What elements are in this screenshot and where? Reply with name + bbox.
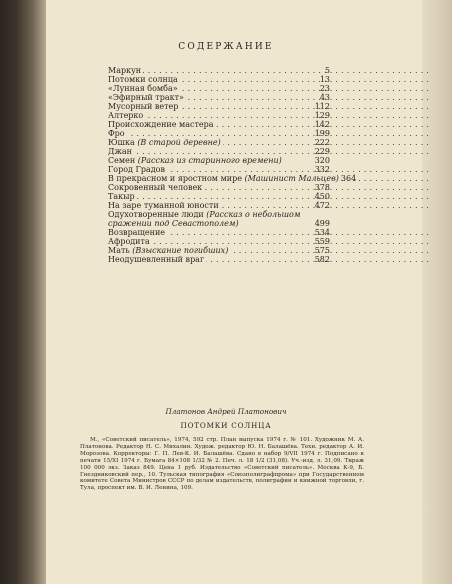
toc-entry-page: 472 — [314, 201, 330, 210]
toc-entry-title — [108, 228, 306, 237]
toc-entry-title — [108, 237, 306, 246]
toc-entry-title — [108, 75, 306, 84]
toc-entry-title — [108, 192, 306, 201]
toc-entry-title — [108, 120, 306, 129]
toc-entry-name: Маркун — [108, 66, 142, 75]
toc-entry-name: Происхождение мастера — [108, 120, 214, 129]
toc-entry-page: 364 — [340, 174, 357, 183]
toc-entry-title — [108, 156, 306, 165]
toc-entry-page: 582 — [314, 255, 330, 264]
toc-entry-title — [108, 174, 341, 183]
toc-entry-page: 222 — [314, 138, 330, 147]
toc-entry-name: В прекрасном и яростном мире — [108, 174, 242, 183]
toc-entry-page: 13 — [319, 75, 330, 84]
toc-entry-name: Джан — [108, 147, 132, 156]
toc-entry-name: «Эфирный тракт» — [108, 93, 184, 102]
toc-entry-name: Юшка — [108, 138, 135, 147]
toc-entry-name: Мусорный ветер — [108, 102, 179, 111]
book-gutter-shadow — [0, 0, 46, 584]
toc-entry — [108, 84, 330, 93]
toc-entry — [108, 102, 330, 111]
toc-entry — [108, 66, 330, 75]
toc-entry-page: 43 — [319, 93, 330, 102]
toc-entry-subtitle: (Взыскание погибших) — [132, 246, 229, 255]
toc-entry-name: Афродита — [108, 237, 150, 246]
toc-entry-page: 332 — [314, 165, 330, 174]
toc-entry-page: 378 — [314, 183, 330, 192]
toc-entry-name: На заре туманной юности — [108, 201, 219, 210]
toc-entry-title — [108, 138, 306, 147]
toc-entry-page: 575 — [314, 246, 330, 255]
toc-entry-title — [108, 246, 306, 255]
toc-entry-page: 229 — [314, 147, 330, 156]
toc-entry-page: 199 — [314, 129, 330, 138]
toc-entry — [108, 237, 330, 246]
toc-entry-name: Семен — [108, 156, 136, 165]
toc-entry-page: 5 — [324, 66, 330, 75]
toc-entry-title — [108, 165, 306, 174]
toc-entry-name: Алтерко — [108, 111, 144, 120]
toc-entry-title — [108, 129, 306, 138]
toc-entry-title — [108, 111, 306, 120]
toc-entry-name: Такыр — [108, 192, 135, 201]
toc-entry — [108, 75, 330, 84]
toc-list — [108, 66, 357, 264]
toc-entry — [108, 201, 330, 210]
toc-entry — [108, 255, 330, 264]
toc-entry-page: 320 — [314, 156, 330, 165]
toc-entry-name: Мать — [108, 246, 130, 255]
toc-entry — [108, 156, 330, 165]
toc-entry — [108, 246, 330, 255]
toc-entry — [108, 228, 330, 237]
toc-entry-title — [108, 66, 306, 75]
toc-entry — [108, 165, 330, 174]
toc-entry-title — [108, 255, 306, 264]
toc-entry-page: 23 — [319, 84, 330, 93]
toc-entry-title — [108, 102, 306, 111]
toc-entry-page: 450 — [314, 192, 330, 201]
toc-entry-page: 129 — [314, 111, 330, 120]
toc-entry-title — [108, 183, 306, 192]
toc-entry-name: Возвращение — [108, 228, 166, 237]
toc-entry-name: Сокровенный человек — [108, 183, 203, 192]
toc-entry-title — [108, 93, 306, 102]
toc-entry — [108, 111, 330, 120]
imprint-details: М., «Советский писатель», 1974, 592 стр. План выпуска 1974 г. № 101. Художник М. А. Платонова. Редактор Н. С. Михалин. Худож. редактор Ю. Н. Балашёва. Техн. редактор А. И. Морозова. Корректоры: Г. П. Лев-К. И. Балашёва. Сдано в набор 9/VII 1974 г. Подписано к печати 15/XI 1974 г. Бумага 84×108 1/32 № 2. Печ. л. 18 1/2 (31,08). Уч.-изд. л. 31,09. Тираж 100 000 экз. Заказ 849. Цена 1 руб. Издательство «Советский писатель». Москва К-9, Б. Гнездниковский пер., 10. Тульская типография «Союзполиграфпрома» при Государственном комитете Совета Министров СССР по делам издательств, полиграфии и книжной торговли, г. Тула, проспект им. В. И. Ленина, 109. — [80, 437, 364, 492]
toc-entry-page: 559 — [314, 237, 330, 246]
toc-entry — [108, 174, 357, 183]
toc-entry-name: Неодушевленный враг — [108, 255, 205, 264]
toc-entry-page: 499 — [314, 219, 330, 228]
toc-entry — [108, 210, 330, 228]
toc-entry-subtitle: (Рассказ о небольшом сражении под Севастополем) — [108, 210, 301, 228]
imprint-author: Платонов Андрей Платонович — [165, 407, 287, 416]
toc-entry-subtitle: (Рассказ из старинного времени) — [137, 156, 282, 165]
toc-entry-page: 142 — [314, 120, 330, 129]
toc-entry — [108, 138, 330, 147]
toc-entry — [108, 93, 330, 102]
toc-entry-title — [108, 210, 306, 228]
toc-entry-name: Потомки солнца — [108, 75, 178, 84]
toc-entry-name: Одухотворенные люди — [108, 210, 204, 219]
toc-entry — [108, 147, 330, 156]
toc-entry-name: Город Градов — [108, 165, 165, 174]
imprint-book-title: ПОТОМКИ СОЛНЦА — [180, 421, 272, 430]
toc-entry-name: Фро — [108, 129, 125, 138]
toc-entry-subtitle: (В старой деревне) — [137, 138, 221, 147]
toc-heading: СОДЕРЖАНИЕ — [178, 42, 274, 52]
toc-entry-title — [108, 147, 306, 156]
toc-entry-title — [108, 84, 306, 93]
toc-entry-name: «Лунная бомба» — [108, 84, 178, 93]
toc-entry-page: 534 — [314, 228, 330, 237]
toc-entry-title — [108, 201, 306, 210]
toc-entry — [108, 129, 330, 138]
toc-entry — [108, 183, 330, 192]
toc-entry-subtitle: (Машинист Мальцев) — [244, 174, 339, 183]
toc-entry — [108, 192, 330, 201]
toc-entry — [108, 120, 330, 129]
toc-entry-page: 112 — [314, 102, 330, 111]
